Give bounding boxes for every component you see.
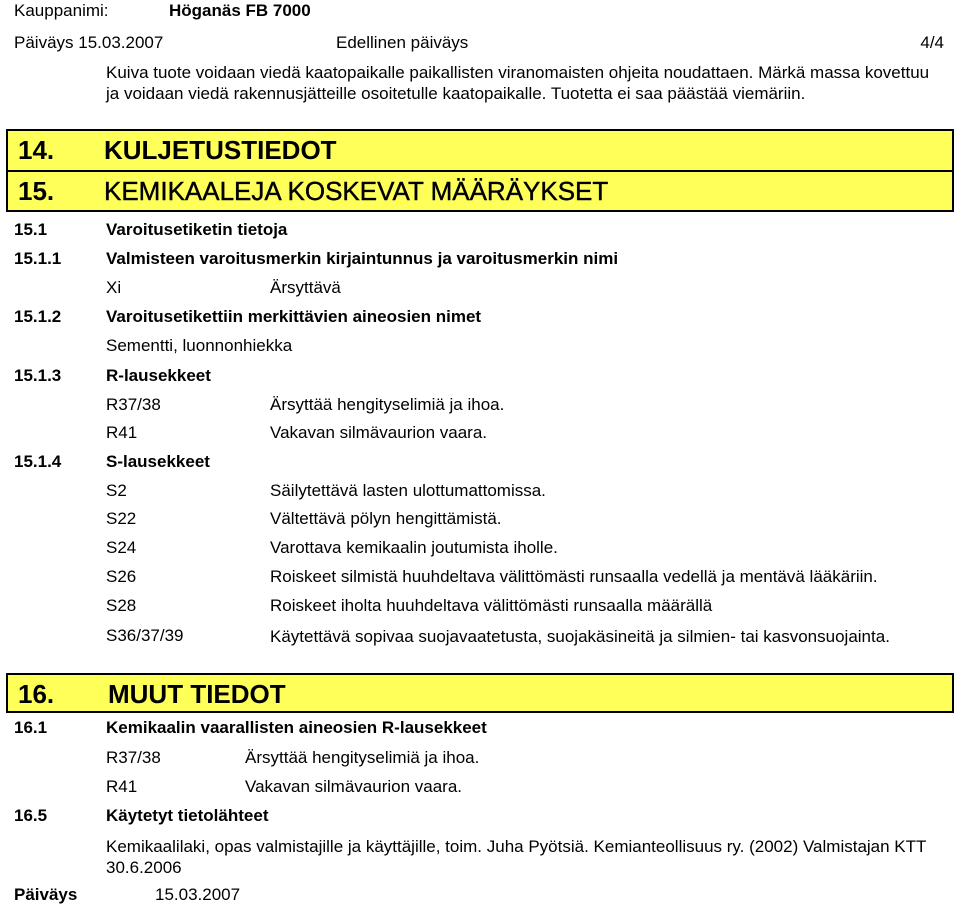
r-phrase-code: R41 [106,423,138,442]
r-phrase-code: R37/38 [106,748,161,767]
section-14-number: 14. [18,135,55,165]
s15-1-3-title: R-lausekkeet [106,366,211,385]
r-phrase-text: Vakavan silmävaurion vaara. [245,777,463,796]
s15-1-3-number: 15.1.3 [14,366,62,385]
sources-text: Kemikaalilaki, opas valmistajille ja käyttäjille, toim. Juha Pyötsiä. Kemianteollisuus ry. (2002) Valmistajan KTT 30.6.2006 [106,837,927,877]
section-16-number: 16. [18,679,55,709]
section-14-title: KULJETUSTIEDOT [104,135,337,165]
s15-1-2-number: 15.1.2 [14,307,62,326]
component-names: Sementti, luonnonhiekka [106,336,293,355]
s15-1-4-title: S-lausekkeet [106,452,210,471]
section-15-title: KEMIKAALEJA KOSKEVAT MÄÄRÄYKSET [104,176,609,206]
s-phrase-text: Roiskeet silmistä huuhdeltava välittömästi runsaalla vedellä ja mentävä lääkäriin. [270,567,878,586]
section-16-title: MUUT TIEDOT [108,679,286,709]
s-phrase-code: S28 [106,596,137,615]
s-phrase-code: S36/37/39 [106,626,184,645]
trade-name-value: Höganäs FB 7000 [169,1,311,20]
footer-date-label: Päiväys [14,885,78,904]
section-16-header [6,673,954,713]
s16-1-title: Kemikaalin vaarallisten aineosien R-lausekkeet [106,718,487,737]
section-15-header [6,170,954,212]
s-phrase-text: Vältettävä pölyn hengittämistä. [270,509,502,528]
s15-1-4-number: 15.1.4 [14,452,62,471]
s-phrase-text: Varottava kemikaalin joutumista iholle. [270,538,558,557]
s16-5-number: 16.5 [14,806,48,825]
s16-1-number: 16.1 [14,718,48,737]
r-phrase-text: Ärsyttää hengityselimiä ja ihoa. [270,395,505,414]
section-14-header [6,129,954,172]
s-phrase-text: Säilytettävä lasten ulottumattomissa. [270,481,546,500]
page-number: 4/4 [920,33,944,52]
s-phrase-text: Roiskeet iholta huuhdeltava välittömästi runsaalla määrällä [270,596,713,615]
r-phrase-text: Ärsyttää hengityselimiä ja ihoa. [245,748,480,767]
s15-1-title: Varoitusetiketin tietoja [106,220,288,239]
hazard-symbol: Xi [106,278,122,297]
s15-1-number: 15.1 [14,220,48,239]
s16-5-title: Käytetyt tietolähteet [106,806,269,825]
s15-1-2-title: Varoitusetikettiin merkittävien aineosien nimet [106,307,482,326]
s-phrase-code: S22 [106,509,137,528]
s15-1-1-number: 15.1.1 [14,249,62,268]
disposal-text: Kuiva tuote voidaan viedä kaatopaikalle paikallisten viranomaisten ohjeita noudattaen. Märkä massa kovettuu ja voidaan viedä rakennusjätteille osoitetulle kaatopaikalle. Tuotetta ei saa päästää viemäriin. [106,63,930,103]
s-phrase-code: S24 [106,538,137,557]
date-text: Päiväys 15.03.2007 [14,33,164,52]
trade-name-label: Kauppanimi: [14,1,109,20]
section-15-number: 15. [18,176,55,206]
r-phrase-code: R41 [106,777,138,796]
hazard-symbol-name: Ärsyttävä [270,278,341,297]
s-phrase-code: S26 [106,567,137,586]
footer-date-value: 15.03.2007 [155,885,241,904]
s-phrase-code: S2 [106,481,127,500]
s-phrase-text: Käytettävä sopivaa suojavaatetusta, suojakäsineitä ja silmien- tai kasvonsuojainta. [270,627,890,646]
r-phrase-code: R37/38 [106,395,161,414]
r-phrase-text: Vakavan silmävaurion vaara. [270,423,488,442]
s15-1-1-title: Valmisteen varoitusmerkin kirjaintunnus ja varoitusmerkin nimi [106,249,619,268]
previous-date-label: Edellinen päiväys [336,33,469,52]
